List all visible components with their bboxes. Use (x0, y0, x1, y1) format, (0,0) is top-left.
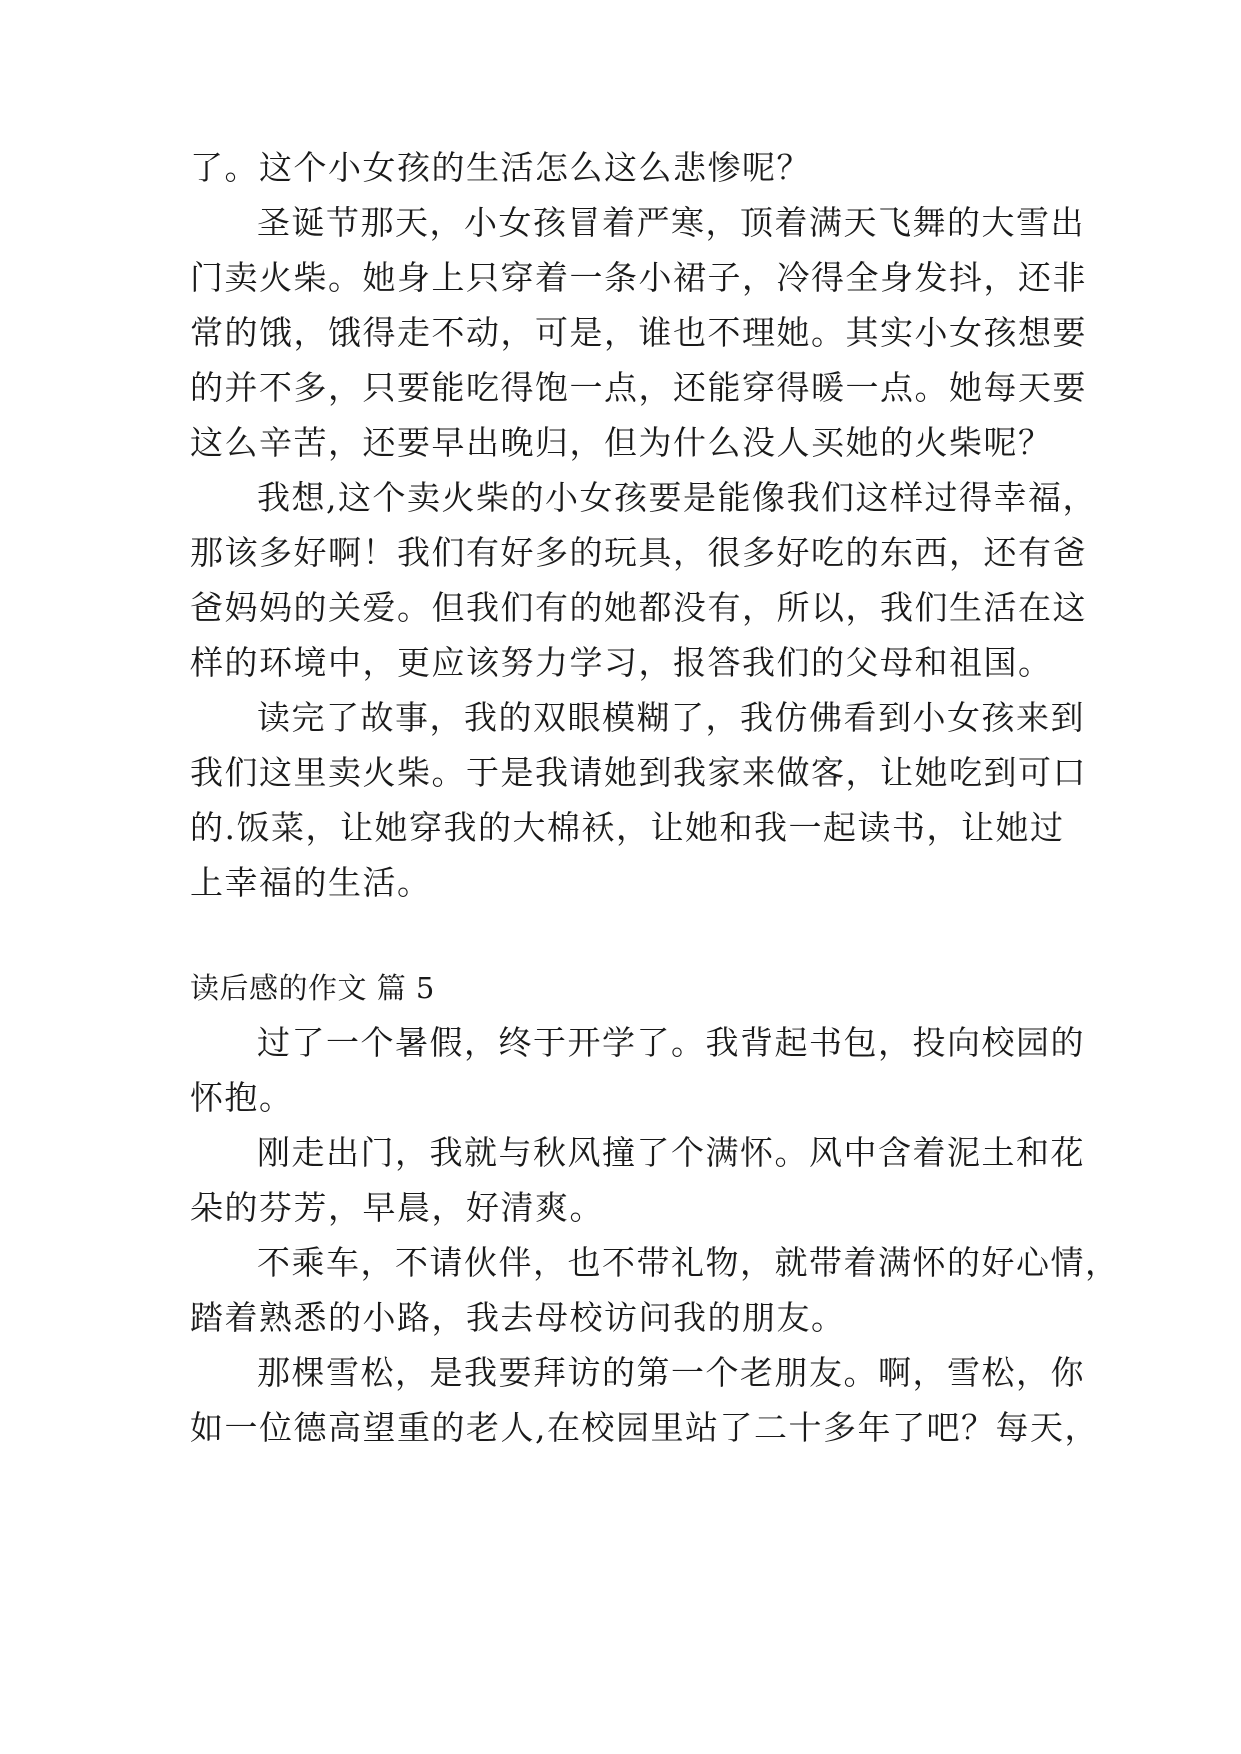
text-line: 我们这里卖火柴。于是我请她到我家来做客，让她吃到可口 (190, 753, 1087, 792)
text-line: 我想,这个卖火柴的小女孩要是能像我们这样过得幸福， (257, 478, 1097, 517)
text-line: 上幸福的生活。 (190, 863, 432, 902)
text-line: 的.饭菜，让她穿我的大棉袄，让她和我一起读书，让她过 (190, 808, 1065, 847)
text-line: 这么辛苦，还要早出晚归，但为什么没人买她的火柴呢？ (190, 423, 1053, 462)
text-line: 过了一个暑假，终于开学了。我背起书包，投向校园的 (257, 1023, 1085, 1062)
text-line: 朵的芬芳，早晨，好清爽。 (190, 1188, 604, 1227)
text-line: 怀抱。 (190, 1078, 294, 1117)
text-line: 那棵雪松，是我要拜访的第一个老朋友。啊，雪松，你 (257, 1353, 1085, 1392)
text-line: 常的饿，饿得走不动，可是，谁也不理她。其实小女孩想要 (190, 313, 1087, 352)
section-heading: 读后感的作文 篇 5 (190, 971, 435, 1005)
text-line: 圣诞节那天，小女孩冒着严寒，顶着满天飞舞的大雪出 (257, 203, 1085, 242)
text-line: 读完了故事，我的双眼模糊了，我仿佛看到小女孩来到 (257, 698, 1085, 737)
text-line: 了。这个小女孩的生活怎么这么悲惨呢？ (190, 148, 811, 187)
text-line: 爸妈妈的关爱。但我们有的她都没有，所以，我们生活在这 (190, 588, 1087, 627)
text-line: 样的环境中，更应该努力学习，报答我们的父母和祖国。 (190, 643, 1053, 682)
text-line: 门卖火柴。她身上只穿着一条小裙子，冷得全身发抖，还非 (190, 258, 1087, 297)
text-line: 如一位德高望重的老人,在校园里站了二十多年了吧？每天， (190, 1408, 1099, 1447)
text-line: 的并不多，只要能吃得饱一点，还能穿得暖一点。她每天要 (190, 368, 1087, 407)
text-line: 那该多好啊！我们有好多的玩具，很多好吃的东西，还有爸 (190, 533, 1087, 572)
text-line: 踏着熟悉的小路，我去母校访问我的朋友。 (190, 1298, 846, 1337)
text-line: 刚走出门，我就与秋风撞了个满怀。风中含着泥土和花 (257, 1133, 1085, 1172)
text-line: 不乘车，不请伙伴，也不带礼物，就带着满怀的好心情， (257, 1243, 1120, 1282)
